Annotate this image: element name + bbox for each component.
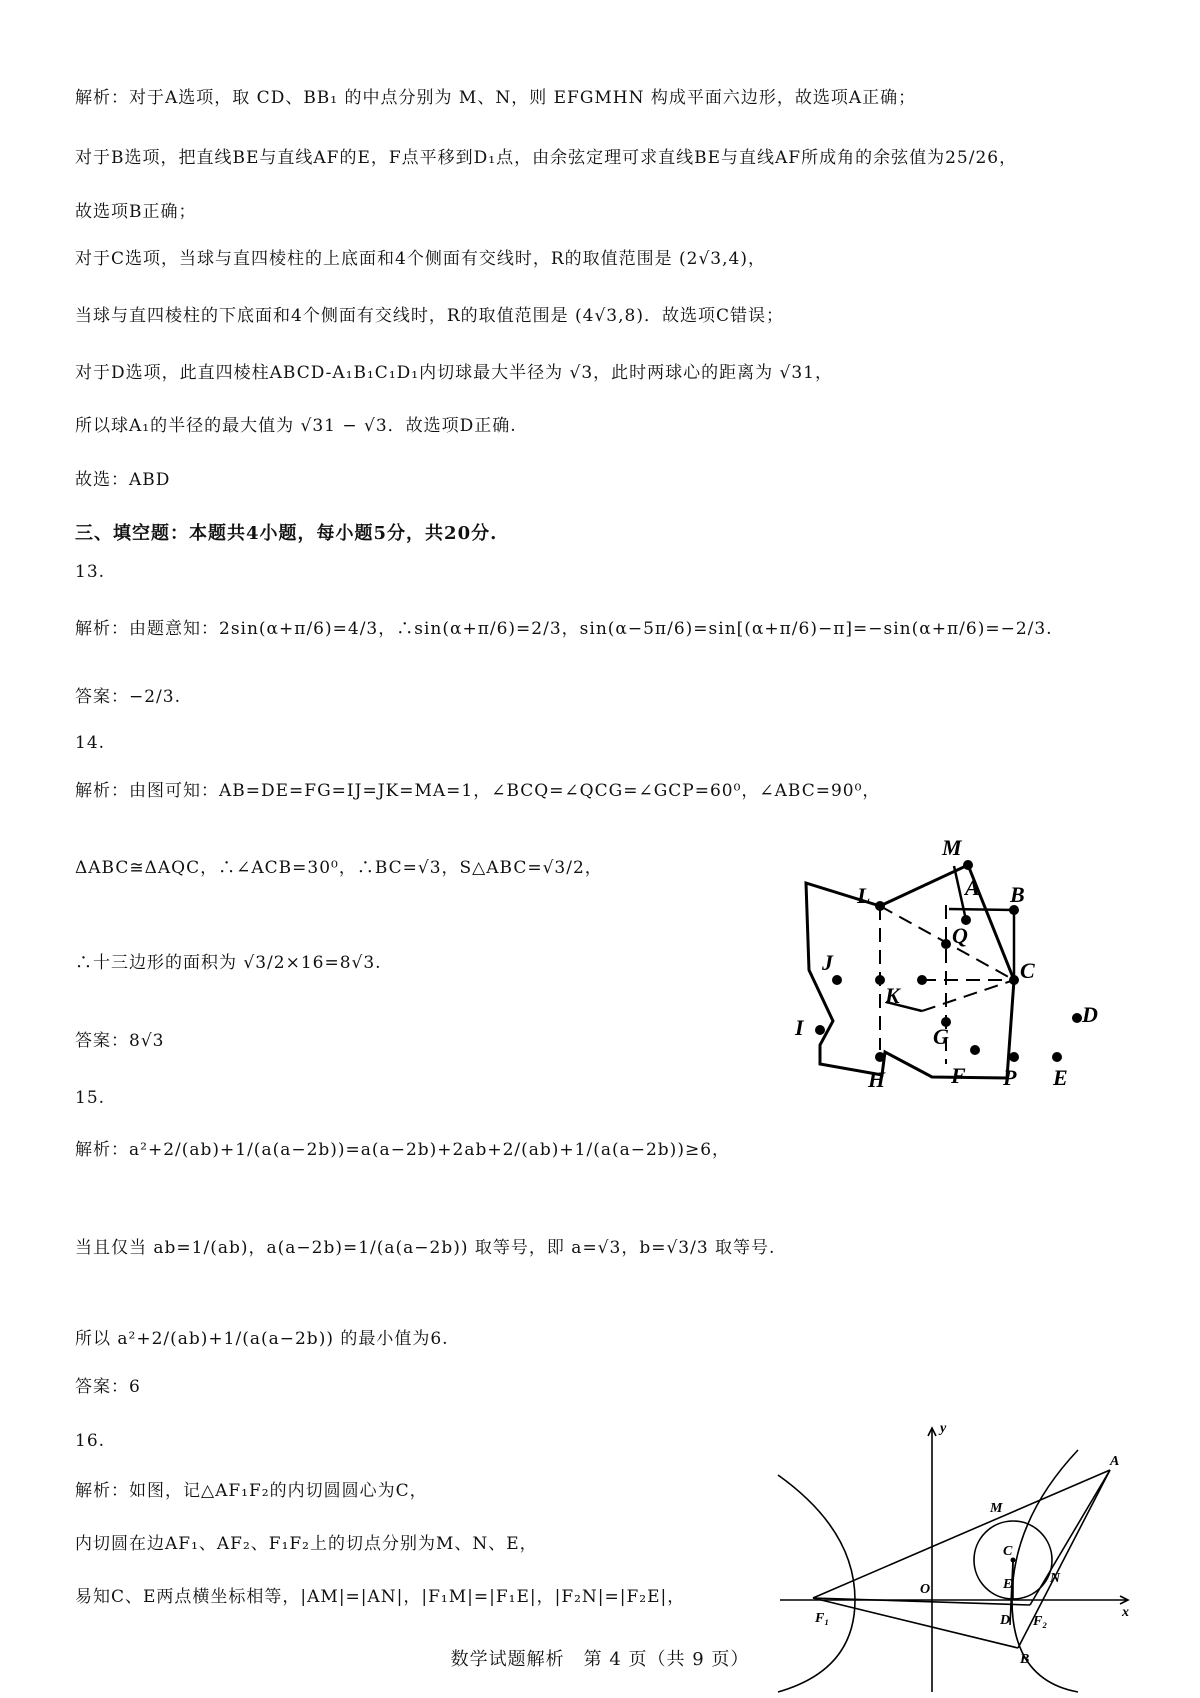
q12-line2: 对于B选项，把直线BE与直线AF的E，F点平移到D₁点，由余弦定理可求直线BE与直线AF所成角的余弦值为25/26，: [75, 148, 1018, 168]
fig14-label-I: I: [795, 1015, 804, 1040]
q13-number: 13.: [75, 562, 106, 582]
fig14-label-M: M: [942, 835, 962, 860]
q12-line6: 对于D选项，此直四棱柱ABCD-A₁B₁C₁D₁内切球最大半径为 √3，此时两球心的距离为 √31，: [75, 363, 833, 383]
fig14-label-E: E: [1053, 1065, 1068, 1090]
fig16-label-A: A: [1110, 1454, 1120, 1469]
fig16-label-E: E: [1003, 1577, 1013, 1592]
fig14-label-J: J: [822, 950, 833, 975]
q12-line4: 对于C选项，当球与直四棱柱的上底面和4个侧面有交线时，R的取值范围是 (2√3,4)，: [75, 249, 766, 269]
q12-line7: 所以球A₁的半径的最大值为 √31 − √3．故选项D正确.: [75, 416, 517, 436]
q16-number: 16.: [75, 1431, 106, 1451]
q15-answer: 答案：6: [75, 1377, 141, 1397]
fig16-label-C: C: [1003, 1544, 1013, 1559]
q16-analysis2: 内切圆在边AF₁、AF₂、F₁F₂上的切点分别为M、N、E，: [75, 1534, 538, 1554]
q15-conclusion: 所以 a²+2/(ab)+1/(a(a−2b)) 的最小值为6.: [75, 1329, 449, 1349]
fig14-label-F: F: [951, 1063, 966, 1088]
q15-analysis1: 解析：a²+2/(ab)+1/(a(a−2b))=a(a−2b)+2ab+2/(ab)+1/(a(a−2b))≥6，: [75, 1140, 731, 1160]
fig14-label-K: K: [885, 983, 900, 1008]
q16-analysis3: 易知C、E两点横坐标相等，|AM|=|AN|，|F₁M|=|F₁E|，|F₂N|=|F₂E|，: [75, 1587, 686, 1607]
q12-line3: 故选项B正确；: [75, 202, 197, 222]
fig16-label-B: B: [1020, 1652, 1030, 1667]
fig16-label-D: D: [1000, 1613, 1011, 1628]
q13-analysis: 解析：由题意知：2sin(α+π/6)=4/3，∴sin(α+π/6)=2/3，sin(α−5π/6)=sin[(α+π/6)−π]=−sin(α+π/6)=−2/3.: [75, 619, 1053, 639]
fig14-label-B: B: [1010, 882, 1025, 907]
q14-figure: [785, 830, 1105, 1090]
q14-number: 14.: [75, 733, 106, 753]
q14-analysis2: ΔABC≅ΔAQC，∴∠ACB=30⁰，∴BC=√3，S△ABC=√3/2，: [75, 858, 603, 878]
fig14-label-A: A: [965, 875, 980, 900]
fig16-label-N: N: [1050, 1571, 1061, 1586]
q14-answer: 答案：8√3: [75, 1031, 165, 1051]
fig16-label-O: O: [920, 1582, 931, 1597]
q12-answer: 故选：ABD: [75, 470, 171, 490]
fig14-label-D: D: [1082, 1002, 1098, 1027]
fig14-label-H: H: [868, 1067, 886, 1092]
q14-analysis1: 解析：由图可知：AB=DE=FG=IJ=JK=MA=1，∠BCQ=∠QCG=∠GCP=60⁰，∠ABC=90⁰，: [75, 781, 881, 801]
fig16-label-F1: F₁: [815, 1611, 830, 1626]
fig14-label-G: G: [933, 1024, 949, 1049]
fig16-label-M: M: [990, 1501, 1003, 1516]
q12-line1: 解析：对于A选项，取 CD、BB₁ 的中点分别为 M、N，则 EFGMHN 构成平面六边形，故选项A正确；: [75, 88, 917, 108]
fig16-label-F2: F₂: [1033, 1614, 1048, 1629]
q12-line5: 当球与直四棱柱的下底面和4个侧面有交线时，R的取值范围是 (4√3,8)．故选项C错误；: [75, 306, 784, 326]
section-heading: 三、填空题：本题共4小题，每小题5分，共20分.: [75, 523, 498, 544]
fig14-label-C: C: [1020, 958, 1035, 983]
q14-analysis3: ∴十三边形的面积为 √3/2×16=8√3.: [75, 953, 382, 973]
fig16-label-y: y: [940, 1421, 947, 1436]
q15-condition: 当且仅当 ab=1/(ab)，a(a−2b)=1/(a(a−2b)) 取等号，即 a=√3，b=√3/3 取等号.: [75, 1238, 776, 1258]
fig14-label-L: L: [857, 883, 871, 908]
q16-analysis1: 解析：如图，记△AF₁F₂的内切圆圆心为C，: [75, 1481, 428, 1501]
fig16-label-x: x: [1122, 1605, 1129, 1620]
q13-answer: 答案：−2/3.: [75, 687, 182, 707]
fig14-label-Q: Q: [952, 923, 968, 948]
fig14-label-P: P: [1003, 1065, 1017, 1090]
q15-number: 15.: [75, 1088, 106, 1108]
page-footer: 数学试题解析 第 4 页（共 9 页）: [450, 1649, 750, 1670]
